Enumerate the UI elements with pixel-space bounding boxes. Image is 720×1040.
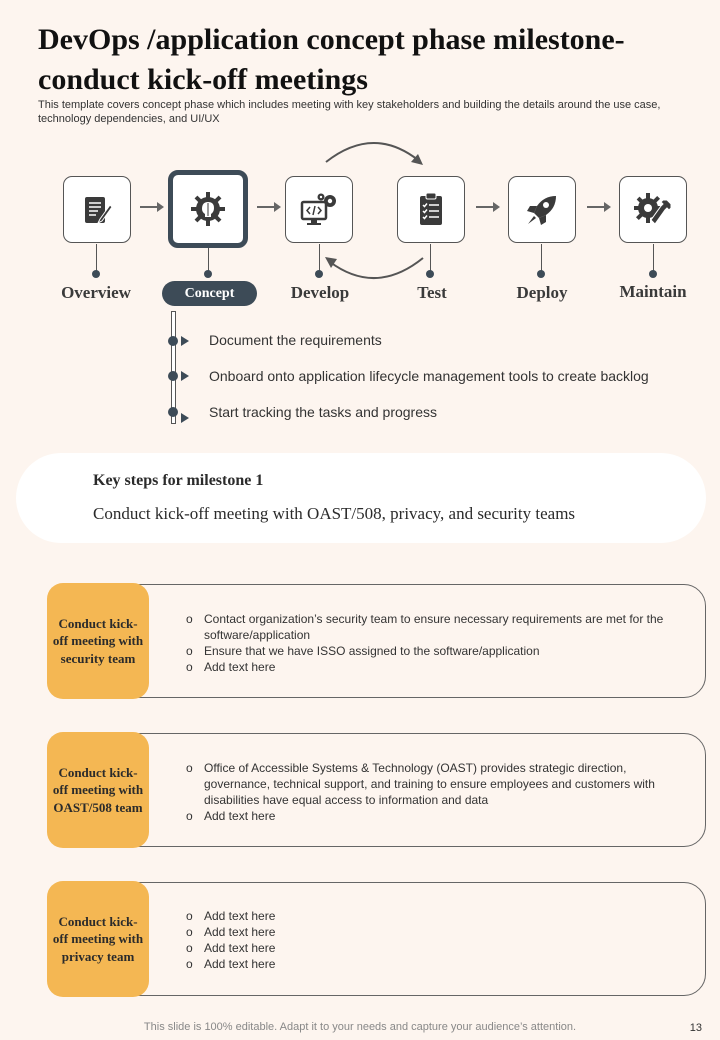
step-dot-2: [168, 371, 178, 381]
step-text-3: Start tracking the tasks and progress: [209, 404, 437, 420]
step-arrow-3: [181, 413, 189, 423]
phase-label-develop[interactable]: Develop: [290, 283, 350, 302]
dot-deploy: [537, 270, 545, 278]
card-oast-bullets: [186, 760, 675, 824]
card-security-bullets: [186, 611, 675, 675]
card-security: [110, 584, 706, 698]
phase-box-concept[interactable]: [168, 170, 248, 248]
card-privacy-bullet-3: o Add text here: [186, 940, 675, 956]
arrow-concept-develop: [257, 206, 279, 208]
card-privacy-bullet-2: o Add text here: [186, 924, 675, 940]
stem-develop: [319, 244, 320, 272]
card-privacy: [110, 882, 706, 996]
gear-brain-icon: [188, 189, 228, 229]
arrow-overview-concept: [140, 206, 162, 208]
stem-maintain: [653, 244, 654, 272]
step-dot-1: [168, 336, 178, 346]
phase-label-concept[interactable]: Concept: [162, 281, 257, 306]
document-icon: [80, 193, 114, 227]
page-title: DevOps /application concept phase milestone- conduct kick-off meetings: [38, 23, 625, 96]
card-security-bullet-1: o Contact organization’s security team to ensure necessary requirements are met for the software/application: [186, 611, 675, 643]
card-oast: [110, 733, 706, 847]
card-oast-bullet-1: o Office of Accessible Systems & Technology (OAST) provides strategic direction, governance, technical support, and training to ensure employees and customers with disabilities have equal access to information and data: [186, 760, 675, 808]
gear-wrench-icon: [633, 190, 673, 230]
page-subtitle: This template covers concept phase which includes meeting with key stakeholders and building the details around the use case, technology dependencies, and UI/UX: [38, 99, 661, 125]
arrow-deploy-maintain: [587, 206, 609, 208]
page-number: 13: [689, 1022, 702, 1034]
dot-concept: [204, 270, 212, 278]
dot-develop: [315, 270, 323, 278]
key-steps-heading: Key steps for milestone 1: [93, 472, 264, 489]
card-privacy-tab: Conduct kick-off meeting with privacy team: [47, 881, 149, 997]
card-security-tab: Conduct kick-off meeting with security team: [47, 583, 149, 699]
key-steps-text: Conduct kick-off meeting with OAST/508, privacy, and security teams: [93, 504, 576, 523]
card-privacy-bullets: [186, 908, 675, 972]
card-oast-bullet-2: o Add text here: [186, 808, 675, 824]
cycle-arrow-top: [326, 143, 418, 162]
phase-box-deploy[interactable]: [508, 176, 576, 243]
arrow-test-deploy: [476, 206, 498, 208]
dot-maintain: [649, 270, 657, 278]
cycle-arrow-bottom: [330, 258, 423, 278]
key-steps-card: [16, 453, 706, 543]
stem-concept: [208, 248, 209, 272]
dot-overview: [92, 270, 100, 278]
step-text-1: Document the requirements: [209, 332, 382, 348]
card-oast-tab: Conduct kick-off meeting with OAST/508 team: [47, 732, 149, 848]
step-arrow-2: [181, 371, 189, 381]
code-monitor-icon: [299, 192, 339, 228]
step-arrow-1: [181, 336, 189, 346]
phase-box-test[interactable]: [397, 176, 465, 243]
phase-label-test[interactable]: Test: [417, 283, 447, 302]
rocket-icon: [524, 192, 560, 228]
card-privacy-bullet-4: o Add text here: [186, 956, 675, 972]
card-security-bullet-2: o Ensure that we have ISSO assigned to the software/application: [186, 643, 675, 659]
phase-label-deploy[interactable]: Deploy: [516, 283, 568, 302]
stem-test: [430, 244, 431, 272]
cycle-arrows: [0, 0, 720, 300]
step-dot-3: [168, 407, 178, 417]
phase-box-maintain[interactable]: [619, 176, 687, 243]
phase-label-maintain[interactable]: Maintain: [619, 282, 687, 301]
stem-deploy: [541, 244, 542, 272]
dot-test: [426, 270, 434, 278]
checklist-icon: [414, 191, 448, 229]
stem-overview: [96, 244, 97, 272]
step-text-2: Onboard onto application lifecycle management tools to create backlog: [209, 368, 649, 384]
phase-box-overview[interactable]: [63, 176, 131, 243]
card-security-bullet-3: o Add text here: [186, 659, 675, 675]
phase-label-overview[interactable]: Overview: [61, 283, 131, 302]
footer-note: This slide is 100% editable. Adapt it to your needs and capture your audience’s attention.: [143, 1021, 577, 1033]
phase-box-develop[interactable]: [285, 176, 353, 243]
card-privacy-bullet-1: o Add text here: [186, 908, 675, 924]
